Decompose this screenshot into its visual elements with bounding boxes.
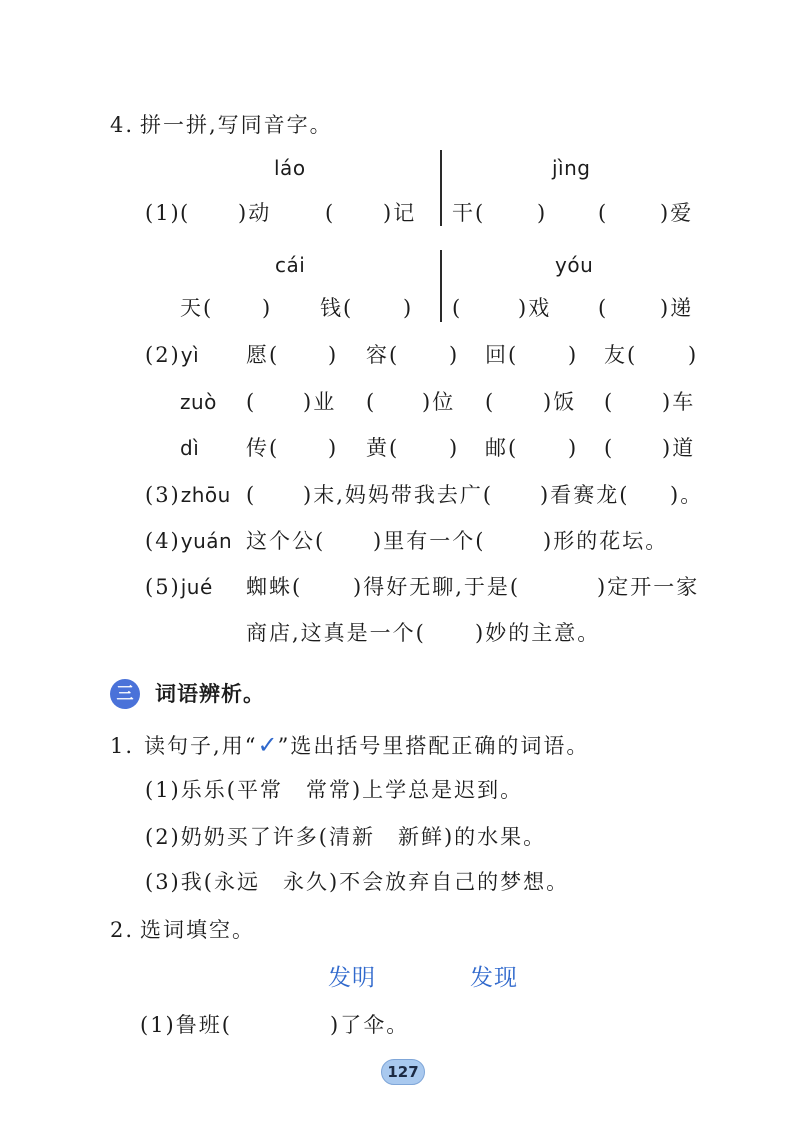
q1-instruction (110, 730, 589, 760)
q4-p4-label (145, 526, 232, 556)
section-title: 词语辨析。 (155, 682, 265, 706)
sentence-segment: )。 (670, 483, 704, 507)
blank-segment: )饭 (543, 390, 577, 414)
blank-segment: ) (403, 296, 414, 320)
sentence-segment: )看赛龙( (540, 483, 630, 507)
blank-segment: ) (688, 343, 699, 367)
blank-segment: ) (449, 436, 460, 460)
sentence-segment: 这个公( (246, 529, 326, 553)
blank-segment: ( (180, 201, 191, 225)
blank-segment: ( (598, 296, 609, 320)
sentence-segment: )末,妈妈带我去广( (303, 483, 494, 507)
blank-segment: )戏 (518, 296, 552, 320)
blank-segment: 邮( (485, 436, 519, 460)
blank-segment: ( (325, 201, 336, 225)
q1-text-before: 读句子,用“ (144, 734, 258, 758)
blank-segment: 传( (246, 436, 280, 460)
blank-segment: 容( (366, 343, 400, 367)
pinyin-you: yóu (555, 253, 594, 277)
blank-segment: ) (568, 436, 579, 460)
blank-segment: 干( (452, 201, 486, 225)
blank-segment: ( (246, 390, 257, 414)
sentence-segment: (1)鲁班( (140, 1013, 232, 1037)
blank-segment: ) (328, 436, 339, 460)
item-number: (3) (145, 483, 181, 507)
check-mark-icon: ✓ (257, 731, 278, 759)
blank-segment: ) (449, 343, 460, 367)
sentence-segment: )定开一家 (597, 575, 700, 599)
blank-segment: 友( (604, 343, 638, 367)
sentence-segment: 商店,这真是一个( (246, 621, 426, 645)
sentence-segment: )得好无聊,于是( (353, 575, 521, 599)
sentence-segment: )妙的主意。 (475, 621, 601, 645)
divider-line (440, 150, 442, 226)
word-choice: 发明 (328, 965, 376, 991)
blank-segment: ) (568, 343, 579, 367)
pinyin-di: dì (180, 436, 200, 460)
blank-segment: )记 (383, 201, 417, 225)
pinyin-lao: láo (274, 156, 306, 180)
pinyin-yuan: yuán (180, 529, 233, 553)
blank-segment: )道 (662, 436, 696, 460)
item-number: (5) (145, 575, 181, 599)
blank-segment: 天( (180, 296, 214, 320)
blank-segment: ) (537, 201, 548, 225)
blank-segment: ( (485, 390, 496, 414)
q1-item: (1)乐乐(平常 常常)上学总是迟到。 (145, 778, 524, 802)
divider-line (440, 250, 442, 322)
q4-p1-label: (1) (145, 201, 181, 225)
blank-segment: 黄( (366, 436, 400, 460)
page-number: 127 (381, 1059, 425, 1085)
q4-number: 4. (110, 113, 135, 137)
blank-segment: )动 (238, 201, 272, 225)
blank-segment: ( (604, 436, 615, 460)
pinyin-jing: jìng (552, 156, 591, 180)
sentence-segment: )了伞。 (330, 1013, 410, 1037)
blank-segment: )递 (660, 296, 694, 320)
sentence-segment: 蜘蛛( (246, 575, 303, 599)
blank-segment: ) (262, 296, 273, 320)
q1-item: (3)我(永远 永久)不会放弃自己的梦想。 (145, 870, 570, 894)
pinyin-zuo: zuò (180, 390, 217, 414)
section-number-badge: 三 (110, 679, 140, 709)
blank-segment: ) (328, 343, 339, 367)
q2-title: 选词填空。 (140, 918, 255, 942)
q1-number: 1. (110, 734, 135, 758)
blank-segment: 钱( (320, 296, 354, 320)
q4-title: 拼一拼,写同音字。 (140, 113, 333, 137)
q1-text-after: ”选出括号里搭配正确的词语。 (277, 734, 590, 758)
blank-segment: )业 (303, 390, 337, 414)
blank-segment: 回( (485, 343, 519, 367)
blank-segment: )车 (662, 390, 696, 414)
blank-segment: ( (604, 390, 615, 414)
pinyin-cai: cái (275, 253, 306, 277)
blank-segment: )位 (422, 390, 456, 414)
q4-p3-label (145, 480, 231, 510)
q2-number: 2. (110, 918, 135, 942)
q4-p5-label (145, 572, 213, 602)
blank-segment: ( (366, 390, 377, 414)
item-number: (4) (145, 529, 181, 553)
sentence-segment: )里有一个( (373, 529, 486, 553)
sentence-segment: ( (246, 483, 257, 507)
pinyin-zhou: zhōu (180, 483, 231, 507)
sentence-segment: )形的花坛。 (543, 529, 669, 553)
q4-p2-label (145, 340, 199, 370)
q1-item: (2)奶奶买了许多(清新 新鲜)的水果。 (145, 825, 547, 849)
word-choice: 发现 (470, 965, 518, 991)
item-number: (2) (145, 343, 181, 367)
blank-segment: ( (452, 296, 463, 320)
pinyin-jue: jué (180, 575, 213, 599)
pinyin-yi: yì (180, 343, 200, 367)
blank-segment: )爱 (660, 201, 694, 225)
blank-segment: ( (598, 201, 609, 225)
blank-segment: 愿( (246, 343, 280, 367)
